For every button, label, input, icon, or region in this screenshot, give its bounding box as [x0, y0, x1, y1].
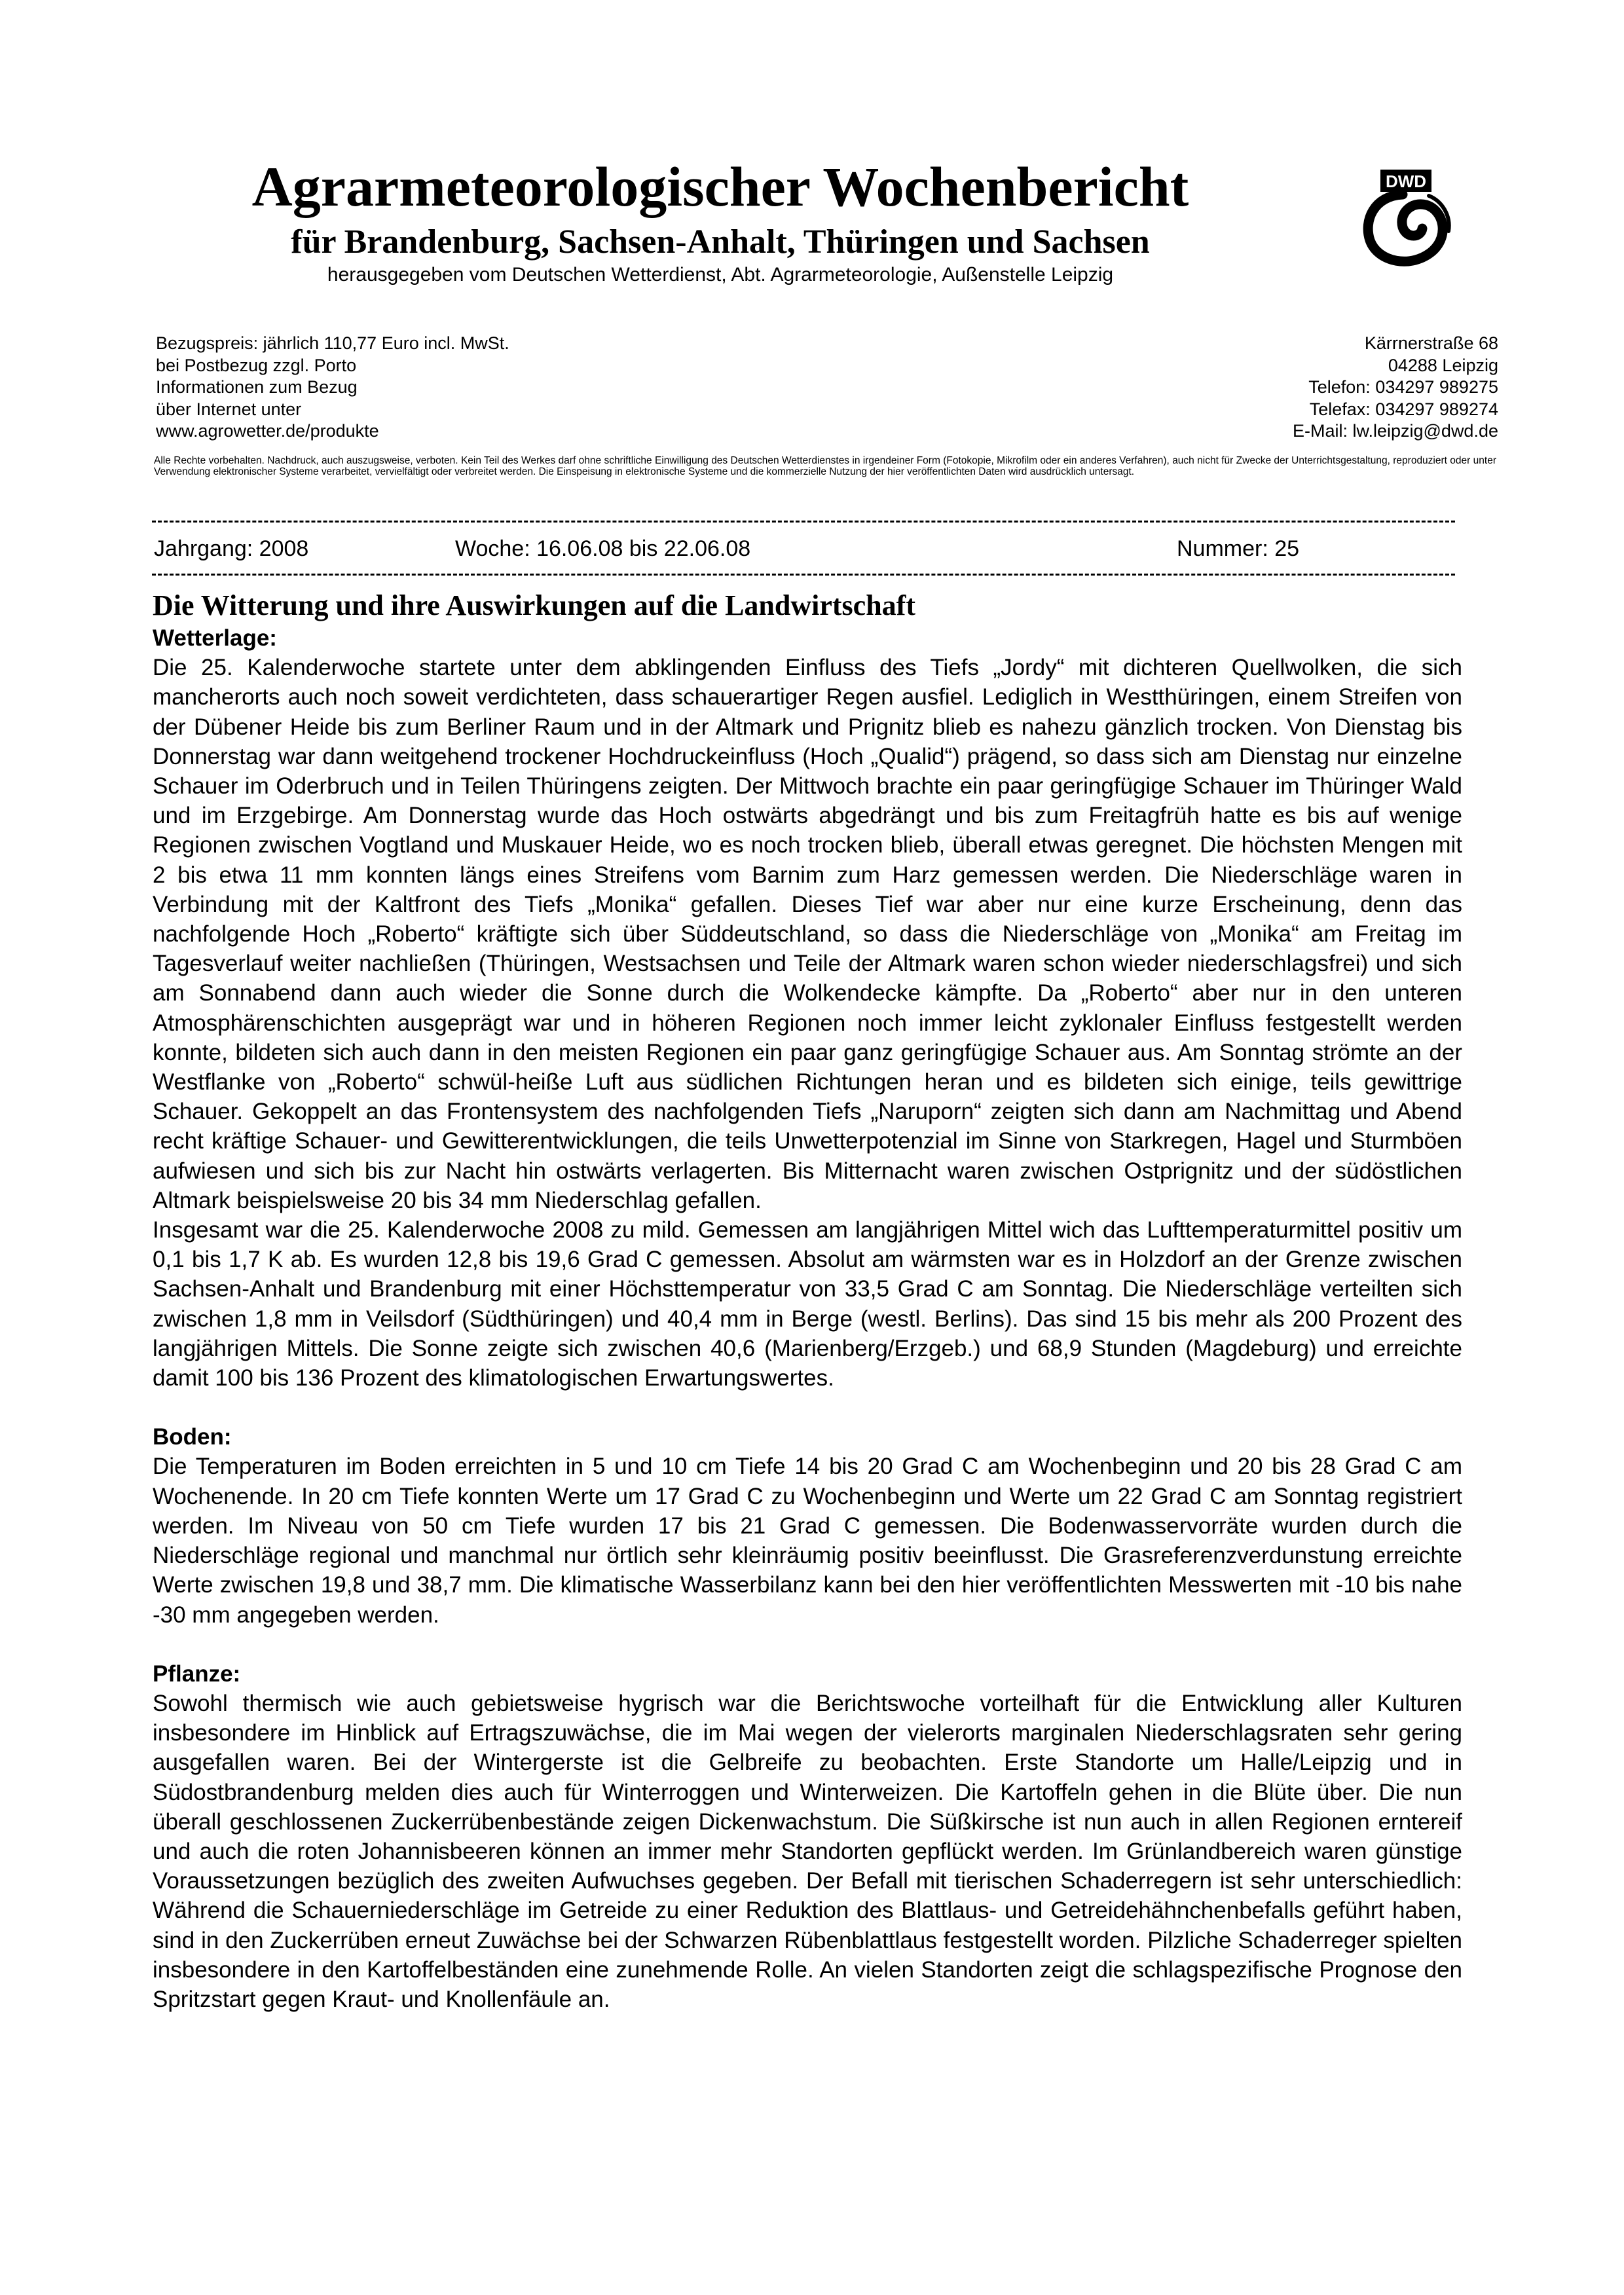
subscription-line: Bezugspreis: jährlich 110,77 Euro incl. MwSt.: [156, 333, 509, 353]
subscription-line: bei Postbezug zzgl. Porto: [156, 355, 357, 375]
wetterlage-paragraph: Die 25. Kalenderwoche startete unter dem abklingenden Einfluss des Tiefs „Jordy“ mit dichteren Quellwolken, die sich mancherorts auch noch soweit verdichteten, dass schauerartiger Regen ausfiel. Lediglich in Westthüringen, einem Streifen von der Dübener Heide bis zum Berliner Raum und in der Altmark und Prignitz blieb es nahezu gänzlich trocken. Von Dienstag bis Donnerstag war dann weitgehend trockener Hochdruckeinfluss (Hoch „Qualid“) prägend, so dass sich am Dienstag nur einzelne Schauer im Oderbruch und in Teilen Thüringens zeigten. Der Mittwoch brachte ein paar geringfügige Schauer im Thüringer Wald und im Erzgebirge. Am Donnerstag wurde das Hoch ostwärts abgedrängt und bis zum Freitagfrüh hatte es bis auf wenige Regionen zwischen Vogtland und Muskauer Heide, wo es noch trocken blieb, überall etwas geregnet. Die höchsten Mengen mit 2 bis etwa 11 mm konnten längs eines Streifens vom Barnim zum Harz gemessen werden. Die Niederschläge waren in Verbindung mit der Kaltfront des Tiefs „Monika“ gefallen. Dieses Tief war aber nur eine kurze Erscheinung, denn das nachfolgende Hoch „Roberto“ kräftigte sich über Süddeutschland, so dass die Niederschläge von „Monika“ am Freitag im Tagesverlauf weiter nachließen (Thüringen, Westsachsen und Teile der Altmark waren schon wieder niederschlagsfrei) und sich am Sonnabend dann auch wieder die Sonne durch die Wolkendecke kämpfte. Da „Roberto“ aber nur in den unteren Atmosphärenschichten ausgeprägt war und in höheren Regionen noch immer leicht zyklonaler Einfluss festgestellt werden konnte, bildeten sich auch dann in den meisten Regionen ein paar ganz geringfügige Schauer aus. Am Sonntag strömte an der Westflanke von „Roberto“ schwül-heiße Luft aus südlichen Richtungen heran und es bildeten sich einige, teils gewittrige Schauer. Gekoppelt an das Frontensystem des nachfolgenden Tiefs „Naruporn“ zeigten sich dann am Nachmittag und Abend recht kräftige Schauer- und Gewitterentwicklungen, die teils Unwetterpotenzial im Sinne von Starkregen, Hagel und Sturmböen aufwiesen und sich bis zur Nacht hin ostwärts verlagerten. Bis Mitternacht waren zwischen Ostprignitz und der südöstlichen Altmark beispielsweise 20 bis 34 mm Niederschlag gefallen.: [153, 655, 1462, 1213]
spacer: [153, 1393, 1462, 1422]
wetterlage-heading: Wetterlage:: [153, 625, 277, 651]
report-subtitle: für Brandenburg, Sachsen-Anhalt, Thüringen und Sachsen: [291, 223, 1150, 261]
subscription-info: [156, 333, 745, 443]
pflanze-paragraph: Sowohl thermisch wie auch gebietsweise hygrisch war die Berichtswoche vorteilhaft für die Entwicklung aller Kulturen insbesondere im Hinblick auf Ertragszuwächse, die im Mai wegen der vielerorts marginalen Niederschlagsraten sehr gering ausgefallen waren. Bei der Wintergerste ist die Gelbreife zu beobachten. Erste Standorte um Halle/Leipzig und in Südostbrandenburg melden dies auch für Winterroggen und Winterweizen. Die Kartoffeln gehen in die Blüte über. Die nun überall geschlossenen Zuckerrübenbestände zeigen Dickenwachstum. Die Süßkirsche ist nun auch in allen Regionen erntereif und auch die roten Johannisbeeren können an immer mehr Standorten gepflückt werden. Im Grünlandbereich waren günstige Voraussetzungen bezüglich des zweiten Aufwuchses gegeben. Der Befall mit tierischen Schaderregern ist sehr unterschiedlich: Während die Schauerniederschläge im Getreide zu einer Reduktion des Blattlaus- und Getreidehähnchenbefalls geführt haben, sind in den Zuckerrüben erneut Zuwächse bei der Schwarzen Rübenblattlaus festgestellt worden. Pilzliche Schaderreger spielten insbesondere in den Kartoffelbeständen eine zunehmende Rolle. An vielen Standorten zeigt die schlagspezifische Prognose den Spritzstart gegen Kraut- und Knollenfäule an.: [153, 1690, 1462, 2012]
publisher-line: herausgegeben vom Deutschen Wetterdienst, Abt. Agrarmeteorologie, Außenstelle Leipzig: [327, 264, 1114, 285]
section-title: Die Witterung und ihre Auswirkungen auf die Landwirtschaft: [153, 589, 915, 621]
divider-top: [152, 521, 1455, 523]
contact-email: E-Mail: lw.leipzig@dwd.de: [1292, 421, 1498, 441]
issue-year: Jahrgang: 2008: [154, 536, 309, 561]
contact-info: [1113, 333, 1498, 443]
subscription-url: www.agrowetter.de/produkte: [156, 421, 379, 441]
contact-city: 04288 Leipzig: [1388, 355, 1498, 375]
dwd-logo-text: DWD: [1385, 172, 1427, 191]
pflanze-heading: Pflanze:: [153, 1661, 241, 1687]
dwd-logo: [1356, 167, 1454, 272]
contact-fax: Telefax: 034297 989274: [1309, 399, 1498, 419]
report-title: Agrarmeteorologischer Wochenbericht: [251, 155, 1189, 218]
issue-week: Woche: 16.06.08 bis 22.06.08: [455, 536, 751, 561]
wetterlage-summary-paragraph: Insgesamt war die 25. Kalenderwoche 2008 zu mild. Gemessen am langjährigen Mittel wich das Lufttemperaturmittel positiv um 0,1 bis 1,7 K ab. Es wurden 12,8 bis 19,6 Grad C gemessen. Absolut am wärmsten war es in Holzdorf an der Grenze zwischen Sachsen-Anhalt und Brandenburg mit einer Höchsttemperatur von 33,5 Grad C am Sonntag. Die Niederschläge verteilten sich zwischen 1,8 mm in Veilsdorf (Südthüringen) und 40,4 mm in Berge (westl. Berlins). Das sind 15 bis mehr als 200 Prozent des langjährigen Mittels. Die Sonne zeigte sich zwischen 40,6 (Marienberg/Erzgeb.) und 68,9 Stunden (Magdeburg) und erreichte damit 100 bis 136 Prozent des klimatologischen Erwartungswertes.: [153, 1217, 1462, 1391]
boden-heading: Boden:: [153, 1424, 232, 1450]
subscription-line: über Internet unter: [156, 399, 302, 419]
rights-notice: Alle Rechte vorbehalten. Nachdruck, auch auszugsweise, verboten. Kein Teil des Werkes darf ohne schriftliche Einwilligung des Deutschen Wetterdienstes in irgendeiner Form (Fotokopie, Mikrofilm oder ein anderes Verfahren), auch nicht für Zwecke der Unterrichtsgestaltung, reproduziert oder unter Verwendung elektronischer Systeme verarbeitet, vervielfältigt oder verbreitet werden. Die Einspeisung in elektronische Systeme und die kommerzielle Nutzung der hier veröffentlichten Daten wird ausdrücklich untersagt.: [154, 455, 1496, 477]
issue-info: [154, 534, 1457, 563]
report-body: [153, 588, 1462, 2014]
divider-bottom: [152, 574, 1455, 576]
spacer: [153, 1630, 1462, 1659]
subscription-line: Informationen zum Bezug: [156, 377, 358, 397]
contact-phone: Telefon: 034297 989275: [1308, 377, 1498, 397]
contact-street: Kärrnerstraße 68: [1364, 333, 1498, 353]
boden-paragraph: Die Temperaturen im Boden erreichten in 5 und 10 cm Tiefe 14 bis 20 Grad C am Wochenbeginn und 20 bis 28 Grad C am Wochenende. In 20 cm Tiefe konnten Werte um 17 Grad C zu Wochenbeginn und Werte um 22 Grad C am Sonntag registriert werden. Im Niveau von 50 cm Tiefe wurden 17 bis 21 Grad C gemessen. Die Bodenwasservorräte wurden durch die Niederschläge regional und manchmal nur örtlich sehr kleinräumig positiv beeinflusst. Die Grasreferenzverdunstung erreichte Werte zwischen 19,8 und 38,7 mm. Die klimatische Wasserbilanz kann bei den hier veröffentlichten Messwerten mit -10 bis nahe -30 mm angegeben werden.: [153, 1454, 1462, 1628]
masthead: [151, 154, 1290, 287]
issue-number: Nummer: 25: [1177, 536, 1300, 561]
